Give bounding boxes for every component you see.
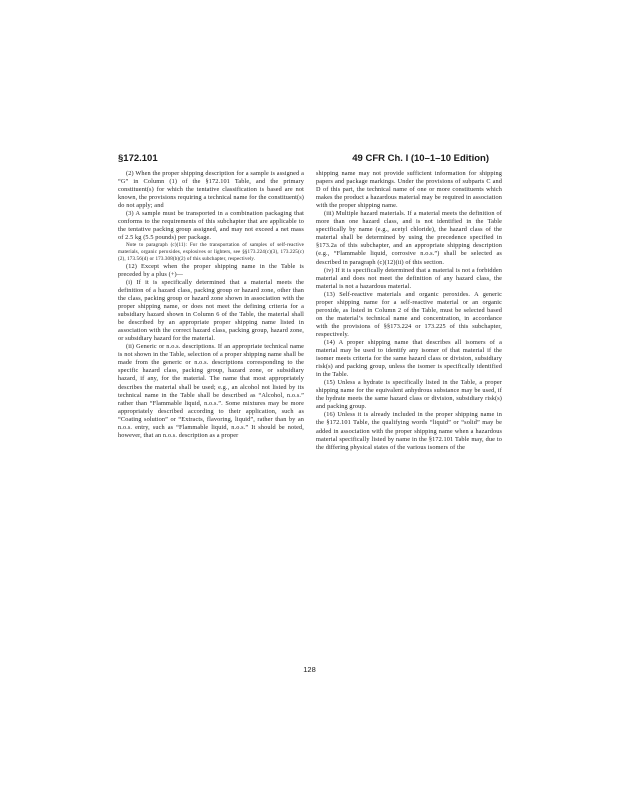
paragraph: (14) A proper shipping name that describes all isomers of a material may be used to identify any isomer of that material if the isomer meets criteria for the same hazard class or division, subsidiary risk(s) and packing group, unless the isomer is specifically identified in the Table. [316,338,502,379]
paragraph: (iii) Multiple hazard materials. If a material meets the definition of more than one hazard class, and is not identified in the Table specifically by name (e.g., acetyl chloride), the hazard class of the material shall be determined by using the precedence specified in §173.2a of this subchapter, and an appropriate shipping description (e.g., “Flammable liquid, corrosive n.o.s.”) shall be selected as described in paragraph (c)(12)(ii) of this section. [316,210,502,266]
left-column [118,170,304,440]
paragraph: (i) If it is specifically determined that a material meets the definition of a hazard class, packing group or hazard zone, other than the class, packing group or hazard zone shown in association with the proper shipping name, or does not meet the defining criteria for a subsidiary hazard shown in Column 6 of the Table, the material shall be described by an appropriate proper shipping name listed in association with the correct hazard class, packing group, hazard zone, or subsidiary hazard for the material. [118,278,304,343]
section-number: §172.101 [118,153,158,164]
note-paragraph: Note to paragraph (c)(11): For the transportation of samples of self-reactive materials, organic peroxides, explosives or lighters, see §§173.224(c)(3), 173.225(c)(2), 173.56(d) or 173.308(b)(2) of this subchapter, respectively. [118,242,304,263]
running-title: 49 CFR Ch. I (10–1–10 Edition) [352,153,489,164]
paragraph: (15) Unless a hydrate is specifically listed in the Table, a proper shipping name for the equivalent anhydrous substance may be used, if the hydrate meets the same hazard class or division, subsidiary risk(s) and packing group. [316,379,502,411]
paragraph: (13) Self-reactive materials and organic peroxides. A generic proper shipping name for a self-reactive material or an organic peroxide, as listed in Column 2 of the Table, must be selected based on the material’s technical name and concentration, in accordance with the provisions of §§173.224 or 173.225 of this subchapter, respectively. [316,290,502,338]
paragraph: (12) Except when the proper shipping name in the Table is preceded by a plus (+)— [118,262,304,278]
paragraph: (ii) Generic or n.o.s. descriptions. If an appropriate technical name is not shown in the Table, selection of a proper shipping name shall be made from the generic or n.o.s. descriptions corresponding to the specific hazard class, packing group, hazard zone, or subsidiary hazard, if any, for the material. The name that most appropriately describes the material shall be used; e.g., an alcohol not listed by its technical name in the Table shall be described as “Alcohol, n.o.s.” rather than “Flammable liquid, n.o.s.”. Some mixtures may be more appropriately described according to their application, such as “Coating solution” or “Extracts, flavoring, liquid”, rather than by an n.o.s. entry, such as “Flammable liquid, n.o.s.” It should be noted, however, that an n.o.s. description as a proper [118,343,304,439]
paragraph: (2) When the proper shipping description for a sample is assigned a “G” in Column (1) of the §172.101 Table, and the primary constituent(s) for which the tentative classification is based are not known, the provisions requiring a technical name for the constituent(s) do not apply; and [118,170,304,210]
paragraph: (3) A sample must be transported in a combination packaging that conforms to the requirements of this subchapter that are applicable to the tentative packing group assigned, and may not exceed a net mass of 2.5 kg (5.5 pounds) per package. [118,210,304,242]
page-number: 128 [303,665,316,674]
paragraph: shipping name may not provide sufficient information for shipping papers and package markings. Under the provisions of subparts C and D of this part, the technical name of one or more constituents which makes the product a hazardous material may be required in association with the proper shipping name. [316,170,502,210]
right-column [316,170,502,452]
paragraph: (16) Unless it is already included in the proper shipping name in the §172.101 Table, the qualifying words “liquid” or “solid” may be added in association with the proper shipping name when a hazardous material specifically listed by name in the §172.101 Table may, due to the differing physical states of the various isomers of the [316,411,502,451]
paragraph: (iv) If it is specifically determined that a material is not a forbidden material and does not meet the definition of any hazard class, the material is not a hazardous material. [316,266,502,290]
